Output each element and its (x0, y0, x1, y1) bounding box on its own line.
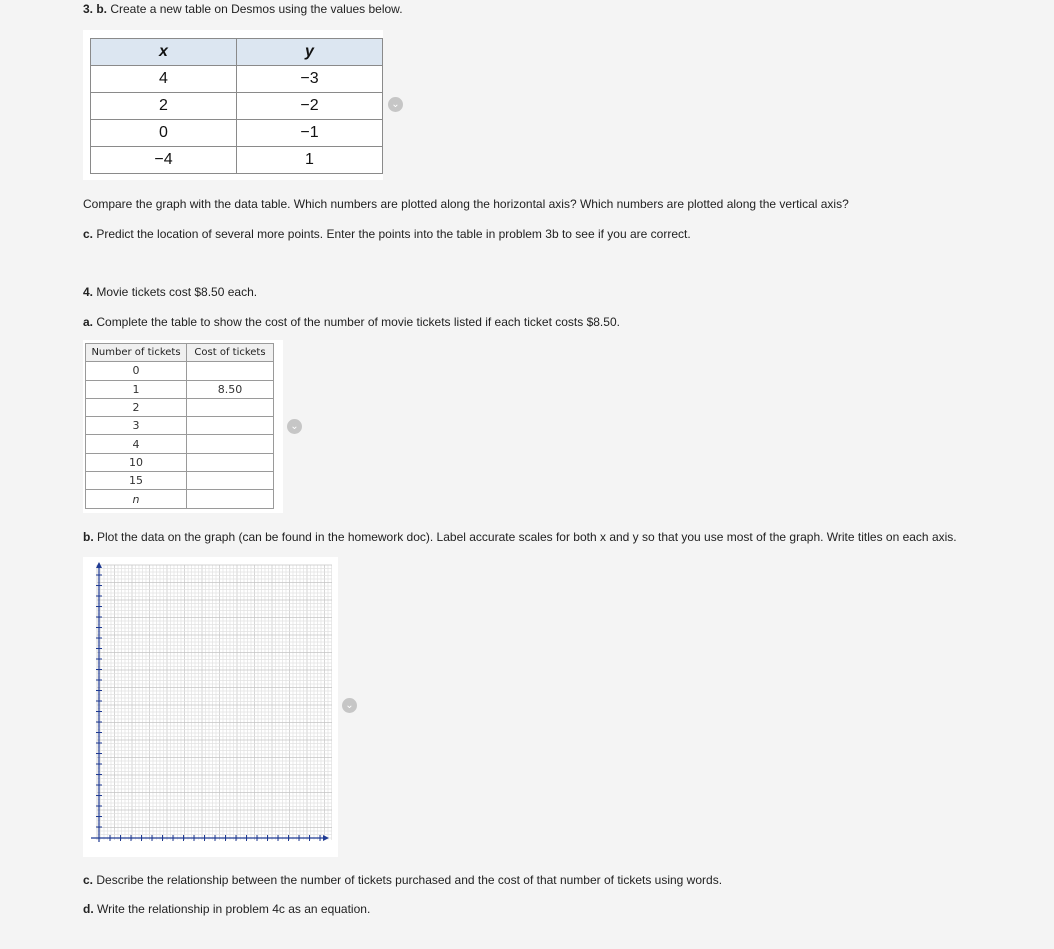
table-row (86, 472, 274, 490)
table-cell: 0 (86, 362, 187, 380)
table-row (86, 435, 274, 453)
table-cell (187, 472, 274, 490)
column-header: y (237, 39, 383, 66)
table-row (91, 93, 383, 120)
problem-4b-text: Plot the data on the graph (can be found in the homework doc). Label accurate scales for both x and y so that you use most of the graph. Write titles on each axis. (93, 530, 957, 544)
table-cell: n (86, 490, 187, 508)
table-cell: 1 (86, 380, 187, 398)
problem-4b-prompt (83, 530, 957, 544)
problem-4c-prompt (83, 873, 722, 887)
column-header: Cost of tickets (187, 344, 274, 362)
expand-chevron-icon[interactable]: ⌄ (388, 97, 403, 112)
problem-3c-prompt (83, 227, 691, 241)
problem-4c-text: Describe the relationship between the number of tickets purchased and the cost of that number of tickets using words. (93, 873, 723, 887)
table-cell: −1 (237, 120, 383, 147)
problem-4b-label: b. (83, 530, 94, 544)
table-cell: −3 (237, 66, 383, 93)
table-cell: 4 (91, 66, 237, 93)
problem-4d-prompt (83, 902, 370, 916)
table-cell: −2 (237, 93, 383, 120)
table-cell: 1 (237, 147, 383, 174)
table-cell (187, 453, 274, 471)
table-cell (187, 490, 274, 508)
ticket-cost-table (85, 343, 274, 509)
table-row (91, 120, 383, 147)
table-cell (187, 398, 274, 416)
xy-values-table (90, 38, 383, 174)
table-cell: 4 (86, 435, 187, 453)
table-cell: −4 (91, 147, 237, 174)
table-cell: 3 (86, 417, 187, 435)
table-cell: 2 (91, 93, 237, 120)
problem-4-label: 4. (83, 285, 94, 299)
problem-3b-prompt (83, 2, 403, 16)
problem-4d-label: d. (83, 902, 94, 916)
table-cell: 15 (86, 472, 187, 490)
problem-3c-text: Predict the location of several more points. Enter the points into the table in problem 3b to see if you are correct. (93, 227, 691, 241)
blank-graph-image (83, 557, 338, 857)
table-row (86, 453, 274, 471)
expand-chevron-icon[interactable]: ⌄ (287, 419, 302, 434)
column-header: Number of tickets (86, 344, 187, 362)
table-cell (187, 435, 274, 453)
table-row (86, 398, 274, 416)
table-cell: 2 (86, 398, 187, 416)
table-row (86, 490, 274, 508)
ticket-cost-table-image (83, 340, 283, 513)
expand-chevron-icon[interactable]: ⌄ (342, 698, 357, 713)
problem-4a-label: a. (83, 315, 94, 329)
table-row (91, 66, 383, 93)
table-cell: 10 (86, 453, 187, 471)
table-header-row (91, 39, 383, 66)
table-cell (187, 417, 274, 435)
problem-4-text: Movie tickets cost $8.50 each. (93, 285, 258, 299)
column-header: x (91, 39, 237, 66)
table-row (86, 362, 274, 380)
problem-3c-label: c. (83, 227, 94, 241)
problem-4a-text: Complete the table to show the cost of the number of movie tickets listed if each ticket costs $8.50. (93, 315, 620, 329)
table-row (86, 380, 274, 398)
table-cell (187, 362, 274, 380)
table-header-row (86, 344, 274, 362)
table-row (86, 417, 274, 435)
problem-3b-text: Create a new table on Desmos using the values below. (107, 2, 403, 16)
table-row (91, 147, 383, 174)
desmos-values-table-image (83, 30, 383, 180)
table-cell: 8.50 (187, 380, 274, 398)
compare-prompt: Compare the graph with the data table. Which numbers are plotted along the horizontal axis? Which numbers are plotted along the vertical axis? (83, 197, 849, 211)
problem-3b-label: 3. b. (83, 2, 108, 16)
problem-4a-prompt (83, 315, 620, 329)
problem-4c-label: c. (83, 873, 94, 887)
table-cell: 0 (91, 120, 237, 147)
problem-4d-text: Write the relationship in problem 4c as an equation. (93, 902, 371, 916)
problem-4-intro (83, 285, 257, 299)
graph-grid (83, 557, 338, 857)
